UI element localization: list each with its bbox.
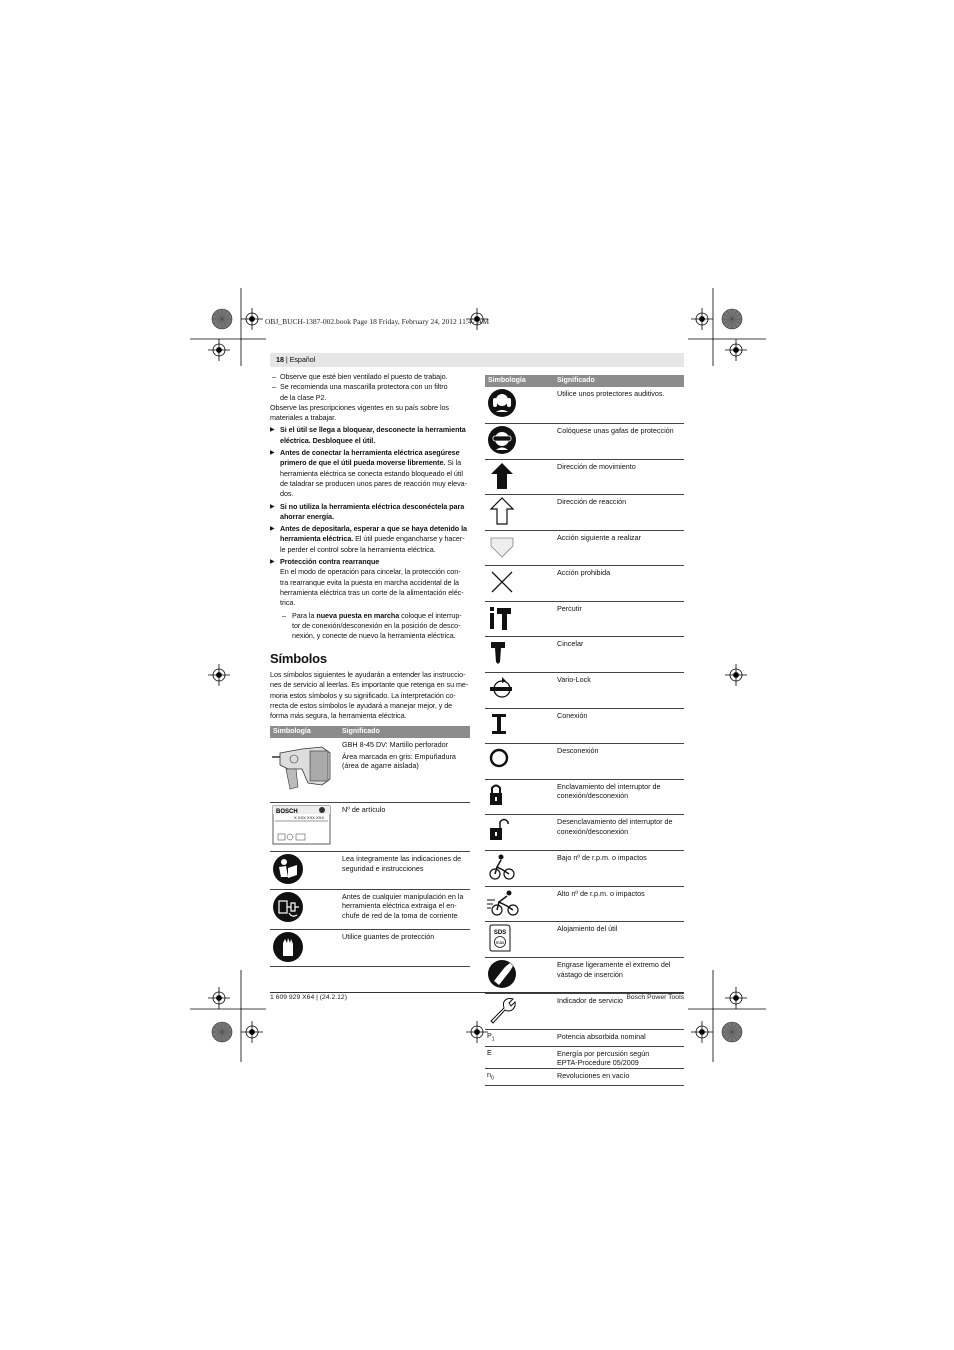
unlock-icon	[487, 816, 519, 846]
bullet-cont: trica.	[280, 598, 296, 608]
text-symbol: P	[487, 1030, 492, 1040]
bullet-cont: primero de que el útil pueda moverse libremente. Si la	[280, 458, 462, 468]
prohibited-icon	[487, 567, 519, 597]
meaning-cell	[554, 566, 684, 602]
meaning-line: Dirección de movimiento	[557, 461, 636, 471]
symbol-cell	[485, 994, 554, 1030]
nameplate-number: X XXX XXX XXX	[294, 814, 325, 820]
symbol-cell	[270, 852, 339, 890]
sds-label-top: SDS	[493, 930, 507, 937]
color-bar-target	[212, 309, 232, 329]
symbol-cell	[485, 779, 554, 815]
switch-on-icon	[487, 710, 519, 740]
footer-right: Bosch Power Tools	[626, 994, 684, 1001]
table-row	[485, 637, 684, 673]
table-row	[485, 459, 684, 495]
dash-item-cont: tor de conexión/desconexión en la posición de desco-	[292, 620, 461, 630]
dash-item: – Se recomienda una mascarilla protectora con un filtro	[272, 382, 448, 392]
section-title: Símbolos	[270, 651, 327, 666]
hammer-drill-icon	[272, 739, 334, 795]
reaction-arrow-icon	[487, 496, 519, 526]
crosshair-target	[725, 987, 747, 1009]
footer-left: 1 609 929 X64 | (24.2.12)	[270, 994, 347, 1001]
table-row	[485, 566, 684, 602]
color-bar-target	[722, 309, 742, 329]
bullet-item: ▶ Si el útil se llega a bloquear, desconecte la herramienta	[270, 425, 466, 435]
table-header-symbol: Simbología	[485, 375, 554, 387]
meaning-line: Indicador de servicio	[557, 996, 623, 1006]
bullet-cont: herramienta eléctrica se conecta estando bloqueado el útil	[280, 468, 463, 478]
bullet-cont: ahorrar energía.	[280, 511, 334, 521]
symbol-cell	[485, 744, 554, 780]
symbol-cell	[485, 1069, 554, 1086]
meaning-line: conexión/desconexión	[557, 791, 629, 801]
table-row	[270, 802, 470, 852]
meaning-line: vástago de inserción	[557, 969, 623, 979]
crosshair-target	[691, 308, 713, 330]
symbol-cell	[485, 922, 554, 958]
table-row	[485, 851, 684, 887]
page-header-bar	[270, 353, 684, 367]
table-row	[485, 495, 684, 531]
symbol-cell	[485, 1046, 554, 1068]
crosshair-target	[725, 664, 747, 686]
symbol-cell	[270, 889, 339, 929]
meaning-line: Energía por percusión según	[557, 1048, 650, 1058]
table-row	[485, 708, 684, 744]
meaning-line: Dirección de reacción	[557, 497, 627, 507]
bullet-cont: tra rearranque evita la puesta en marcha accidental de la	[280, 577, 459, 587]
chisel-mode-icon	[487, 638, 519, 668]
bullet-cont: En el modo de operación para cincelar, la protección con-	[280, 567, 461, 577]
text-symbol-sub: 1	[491, 1036, 495, 1043]
sds-label-bottom: max	[495, 940, 505, 946]
crosshair-target	[241, 308, 263, 330]
symbol-cell	[485, 601, 554, 637]
dash-item-cont: nexión, y conecte de nuevo la herramienta eléctrica.	[292, 631, 456, 641]
text-symbol-sub: 0	[491, 1075, 494, 1082]
meaning-cell	[554, 1046, 684, 1068]
meaning-line: Desenclavamiento del interruptor de	[557, 817, 673, 827]
meaning-line: Percutir	[557, 603, 582, 613]
meaning-cell	[554, 779, 684, 815]
crosshair-target	[725, 339, 747, 361]
crosshair-target	[691, 1021, 713, 1043]
wrench-icon	[487, 995, 519, 1025]
meaning-cell	[554, 708, 684, 744]
meaning-cell	[554, 1029, 684, 1046]
crosshair-target	[208, 987, 230, 1009]
meaning-cell: Antes de cualquier manipulación en la herramienta eléctrica extraiga el en- chufe de red de la toma de corriente	[339, 889, 470, 929]
meaning-cell: Nº de artículo	[339, 802, 470, 852]
table-row	[485, 922, 684, 958]
unplug-icon	[272, 891, 304, 923]
dash-item: – Observe que esté bien ventilado el puesto de trabajo.	[272, 372, 448, 381]
meaning-line: Utilice unos protectores auditivos.	[557, 389, 665, 398]
bullet-cont: eléctrica. Desbloquee el útil.	[280, 435, 376, 445]
next-action-arrow-icon	[487, 532, 519, 562]
meaning-line: EPTA-Procedure 05/2009	[557, 1058, 639, 1068]
table-header-meaning: Significado	[339, 726, 470, 738]
crosshair-target	[241, 1021, 263, 1043]
grease-icon	[487, 959, 519, 989]
vario-lock-icon	[487, 674, 519, 704]
meaning-cell	[554, 637, 684, 673]
meaning-line: Conexión	[557, 710, 588, 720]
page-separator: |	[283, 355, 290, 364]
gloves-icon	[272, 931, 304, 963]
meaning-cell	[554, 958, 684, 994]
page-number: 18	[276, 355, 284, 364]
meaning-cell	[554, 1069, 684, 1086]
meaning-cell	[554, 387, 684, 423]
table-row	[485, 744, 684, 780]
meaning-cell	[554, 744, 684, 780]
table-row	[485, 423, 684, 459]
nameplate-icon	[272, 804, 332, 848]
table-row	[485, 1046, 684, 1068]
paragraph: Observe las prescripciones vigentes en su país sobre los	[270, 402, 449, 412]
eye-protection-icon	[487, 425, 519, 455]
table-row	[270, 929, 470, 967]
symbol-cell	[485, 459, 554, 495]
table-row	[485, 1029, 684, 1046]
table-row	[270, 738, 470, 802]
hammer-drill-mode-icon	[487, 603, 519, 633]
table-row	[485, 673, 684, 709]
meaning-line: Potencia absorbida nominal	[557, 1031, 646, 1041]
switch-off-icon	[487, 745, 519, 775]
text-symbol: n	[487, 1070, 491, 1080]
bullet-cont: herramienta eléctrica. El útil puede engancharse y hacer-	[280, 534, 465, 544]
meaning-line: Alto nº de r.p.m. o impactos	[557, 888, 645, 898]
low-speed-icon	[487, 852, 519, 882]
bullet-cont: de taladrar se producen unos pares de reacción muy eleva-	[280, 478, 467, 488]
sds-max-icon	[487, 923, 519, 953]
right-symbol-table	[485, 375, 684, 1086]
dash-item-cont: de la clase P2.	[280, 392, 327, 402]
meaning-cell	[554, 423, 684, 459]
text-symbol: E	[487, 1047, 492, 1057]
symbol-cell	[485, 673, 554, 709]
crosshair-target	[208, 664, 230, 686]
symbol-cell	[270, 929, 339, 967]
meaning-line: Enclavamiento del interruptor de	[557, 781, 661, 791]
nameplate-brand: BOSCH	[276, 808, 298, 815]
bullet-item: ▶ Protección contra rearranque	[270, 557, 380, 567]
symbol-cell	[485, 708, 554, 744]
meaning-line: Desconexión	[557, 746, 599, 756]
dash-item: – Para la nueva puesta en marcha coloque el interrup-	[282, 610, 462, 620]
meaning-line: Alojamiento del útil	[557, 924, 618, 934]
color-bar-target	[212, 1022, 232, 1042]
table-header-meaning: Significado	[554, 375, 684, 387]
color-bar-target	[722, 1022, 742, 1042]
footer-rule	[270, 992, 684, 993]
table-row	[485, 815, 684, 851]
table-row	[485, 530, 684, 566]
table-row	[485, 886, 684, 922]
meaning-line: Acción siguiente a realizar	[557, 532, 641, 542]
bullet-cont: herramienta eléctrica tras un corte de la alimentación eléc-	[280, 587, 464, 597]
paragraph: materiales a trabajar.	[270, 413, 337, 423]
symbol-cell	[485, 530, 554, 566]
symbol-cell	[485, 637, 554, 673]
bullet-cont: dos.	[280, 489, 294, 499]
meaning-line: Bajo nº de r.p.m. o impactos	[557, 853, 647, 863]
meaning-cell	[554, 922, 684, 958]
symbol-cell	[485, 387, 554, 423]
left-column-text	[270, 372, 470, 641]
bullet-item: ▶ Si no utiliza la herramienta eléctrica desconéctela para	[270, 501, 465, 511]
left-symbol-table	[270, 726, 470, 967]
symbol-cell	[485, 886, 554, 922]
meaning-cell	[554, 495, 684, 531]
table-row	[485, 601, 684, 637]
table-row	[270, 889, 470, 929]
meaning-cell: Utilice guantes de protección	[339, 929, 470, 967]
read-manual-icon	[272, 853, 304, 885]
table-row	[485, 779, 684, 815]
symbol-cell	[485, 566, 554, 602]
bullet-item: ▶ Antes de conectar la herramienta eléctrica asegúrese	[270, 448, 460, 458]
table-header-symbol: Simbología	[270, 726, 339, 738]
meaning-cell	[554, 673, 684, 709]
meaning-cell	[554, 459, 684, 495]
symbol-cell	[485, 958, 554, 994]
lock-icon	[487, 781, 519, 811]
print-header: OBJ_BUCH-1387-002.book Page 18 Friday, February 24, 2012 11:47 AM	[265, 317, 490, 326]
page-header	[276, 355, 315, 365]
table-row	[485, 1069, 684, 1086]
ear-protection-icon	[487, 388, 519, 418]
symbol-cell	[485, 815, 554, 851]
meaning-line: Vario-Lock	[557, 675, 591, 685]
page-language: Español	[289, 355, 316, 364]
table-row	[485, 958, 684, 994]
movement-arrow-icon	[487, 461, 519, 491]
crosshair-target	[208, 339, 230, 361]
symbol-cell	[270, 738, 339, 802]
meaning-cell	[554, 530, 684, 566]
meaning-cell	[554, 815, 684, 851]
meaning-line: Colóquese unas gafas de protección	[557, 425, 674, 435]
symbol-cell	[485, 851, 554, 887]
section-intro: Los símbolos siguientes le ayudarán a entender las instruccio- nes de servicio al leerlas. Es importante que retenga en su me- moria estos símbolos y su significado. La interpretación co- rrecta de estos símbolos le ayudará a manejar mejor, y de forma más segura, la herramienta eléctrica.	[270, 670, 469, 721]
meaning-cell: Lea íntegramente las indicaciones de seguridad e instrucciones	[339, 852, 470, 890]
bullet-item: ▶ Antes de depositarla, esperar a que se haya detenido la	[270, 524, 467, 534]
symbol-cell	[270, 802, 339, 852]
symbol-cell	[485, 1029, 554, 1046]
bullet-cont: le perder el control sobre la herramienta eléctrica.	[280, 544, 436, 554]
table-row	[270, 852, 470, 890]
meaning-line: Acción prohibida	[557, 568, 611, 578]
symbol-cell	[485, 423, 554, 459]
meaning-line: conexión/desconexión	[557, 827, 629, 837]
meaning-cell	[554, 886, 684, 922]
meaning-line: Cincelar	[557, 639, 584, 649]
table-row	[485, 387, 684, 423]
meaning-cell: GBH 8-45 DV: Martillo perforador Área marcada en gris: Empuñadura (área de agarre aislada)	[339, 738, 470, 802]
symbol-cell	[485, 495, 554, 531]
meaning-line: Engrase ligeramente el extremo del	[557, 960, 671, 970]
meaning-cell	[554, 851, 684, 887]
high-speed-icon	[487, 888, 519, 918]
meaning-line: Revoluciones en vacío	[557, 1071, 630, 1081]
meaning-cell	[554, 601, 684, 637]
